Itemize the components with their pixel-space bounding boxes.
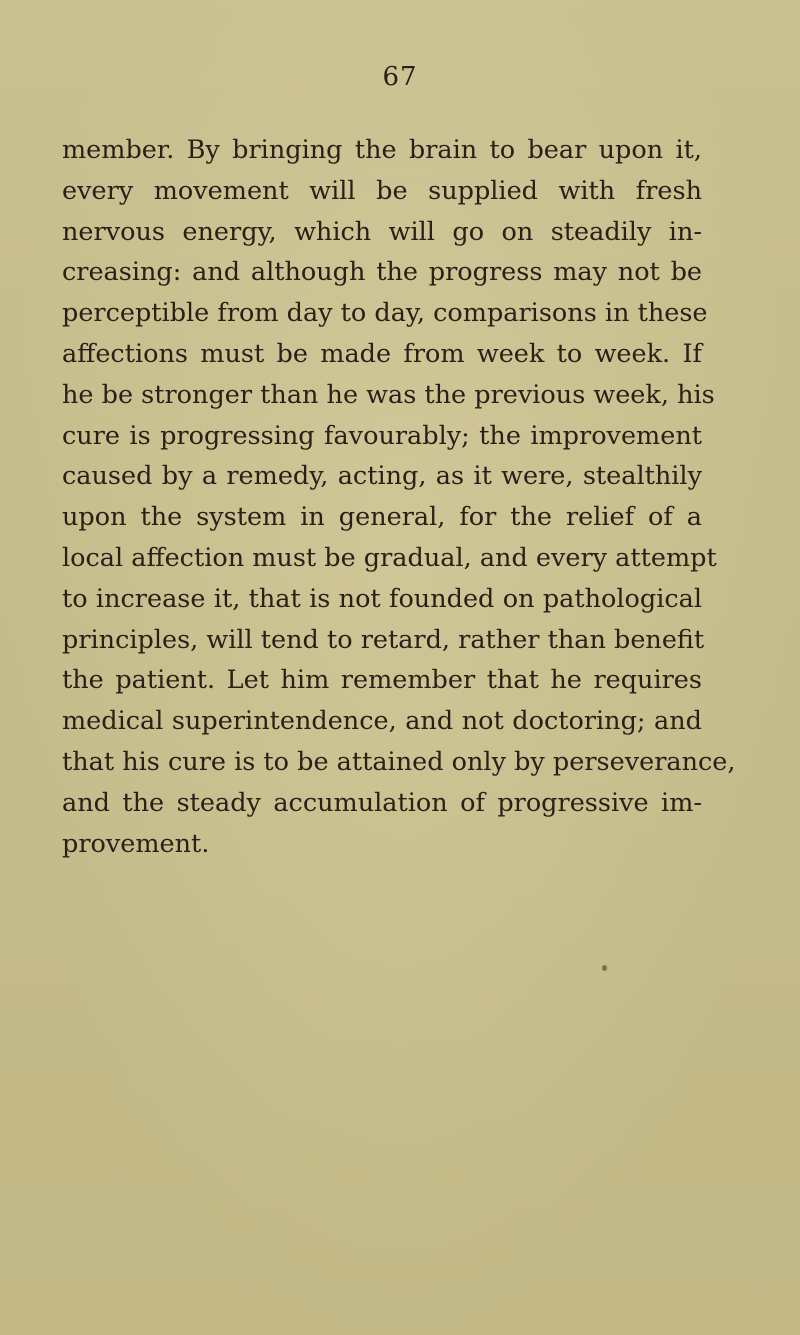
body-paragraph xyxy=(62,130,736,864)
text-line: every movement will be supplied with fresh xyxy=(62,175,702,206)
text-line: caused by a remedy, acting, as it were, stealthily xyxy=(62,461,702,492)
text-line: medical superintendence, and not doctoring; and xyxy=(62,706,702,737)
text-line: creasing: and although the progress may not be xyxy=(62,257,702,288)
text-line: cure is progressing favourably; the improvement xyxy=(62,420,702,451)
text-line: local affection must be gradual, and every attempt xyxy=(62,542,717,573)
text-line: principles, will tend to retard, rather than benefit xyxy=(62,624,705,655)
text-line: and the steady accumulation of progressive im- xyxy=(62,787,702,818)
paper-speck xyxy=(602,965,607,971)
text-line: nervous energy, which will go on steadily in- xyxy=(62,216,702,247)
text-line: that his cure is to be attained only by perseverance, xyxy=(62,746,736,777)
page-number: 67 xyxy=(382,62,418,92)
text-line: perceptible from day to day, comparisons in these xyxy=(62,298,708,329)
text-line: to increase it, that is not founded on pathological xyxy=(62,583,702,614)
text-line: upon the system in general, for the relief of a xyxy=(62,502,702,533)
text-line: affections must be made from week to week. If xyxy=(62,338,702,369)
text-line: the patient. Let him remember that he requires xyxy=(62,665,702,696)
text-line: provement. xyxy=(62,828,210,859)
text-line: he be stronger than he was the previous week, his xyxy=(62,379,715,410)
text-line: member. By bringing the brain to bear upon it, xyxy=(62,135,702,165)
